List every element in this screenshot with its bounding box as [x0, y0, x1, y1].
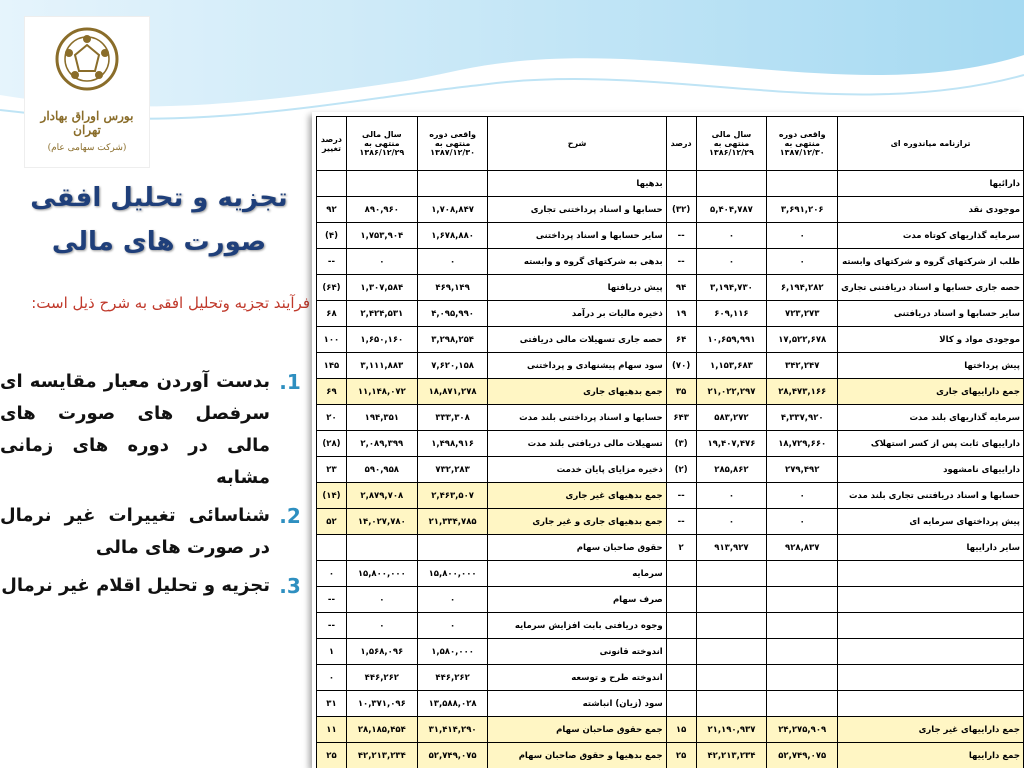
- table-cell: ۰: [696, 483, 767, 509]
- table-cell: ۸۹۰,۹۶۰: [346, 197, 417, 223]
- wave-background: [0, 0, 1024, 130]
- table-cell: [666, 691, 696, 717]
- table-cell: [767, 691, 838, 717]
- balance-sheet-table-image: [312, 112, 1024, 768]
- table-row: [317, 587, 1024, 613]
- table-cell: [666, 587, 696, 613]
- table-cell: ۱,۵۸۰,۰۰۰: [417, 639, 488, 665]
- table-cell: [767, 639, 838, 665]
- table-cell: ۱,۶۵۰,۱۶۰: [346, 327, 417, 353]
- table-row: [317, 457, 1024, 483]
- table-cell: ۱۴,۰۲۷,۷۸۰: [346, 509, 417, 535]
- table-cell: [317, 171, 347, 197]
- table-cell: ۲,۰۸۹,۳۹۹: [346, 431, 417, 457]
- table-cell: حصه جاری حسابها و اسناد دریافتنی تجاری: [838, 275, 1024, 301]
- table-cell: سود (زیان) انباشته: [488, 691, 666, 717]
- table-cell: ۱۱: [317, 717, 347, 743]
- table-cell: ۱۱,۱۴۸,۰۷۲: [346, 379, 417, 405]
- table-cell: ۱۵,۸۰۰,۰۰۰: [417, 561, 488, 587]
- table-cell: --: [666, 483, 696, 509]
- table-cell: ۰: [417, 613, 488, 639]
- intro-text: فرآیند تجزیه وتحلیل افقی به شرح ذیل است:: [31, 294, 310, 312]
- table-cell: جمع داراییها: [838, 743, 1024, 768]
- table-header-cell: درصد: [666, 117, 696, 171]
- table-cell: ۶,۱۹۴,۲۸۲: [767, 275, 838, 301]
- table-cell: [696, 171, 767, 197]
- table-cell: موجودی نقد: [838, 197, 1024, 223]
- table-cell: ۶۴۳: [666, 405, 696, 431]
- table-cell: تسهیلات مالی دریافتی بلند مدت: [488, 431, 666, 457]
- table-cell: [767, 171, 838, 197]
- table-cell: ۳۵: [666, 379, 696, 405]
- table-cell: [838, 691, 1024, 717]
- table-cell: --: [666, 249, 696, 275]
- table-cell: ۰: [696, 509, 767, 535]
- table-cell: --: [317, 587, 347, 613]
- table-cell: داراییهای ثابت پس از کسر استهلاک: [838, 431, 1024, 457]
- table-cell: [838, 639, 1024, 665]
- table-cell: ۰: [767, 483, 838, 509]
- table-row: [317, 665, 1024, 691]
- table-cell: ۰: [317, 561, 347, 587]
- table-cell: سرمایه گذاریهای کوتاه مدت: [838, 223, 1024, 249]
- table-header-cell: واقعی دوره منتهی به ۱۳۸۷/۱۲/۳۰: [767, 117, 838, 171]
- table-row: [317, 223, 1024, 249]
- table-cell: ۲۰: [317, 405, 347, 431]
- table-cell: ۴۶۹,۱۴۹: [417, 275, 488, 301]
- table-cell: ۲۵: [317, 743, 347, 768]
- table-cell: ۳۱,۴۱۴,۲۹۰: [417, 717, 488, 743]
- table-cell: ۴,۳۳۷,۹۲۰: [767, 405, 838, 431]
- bullet-item: [0, 366, 310, 494]
- table-cell: ۵,۴۰۴,۷۸۷: [696, 197, 767, 223]
- table-cell: صرف سهام: [488, 587, 666, 613]
- table-cell: سود سهام پیشنهادی و پرداختنی: [488, 353, 666, 379]
- table-cell: [838, 561, 1024, 587]
- table-cell: (۳): [666, 431, 696, 457]
- table-cell: ۱: [317, 639, 347, 665]
- table-cell: ۱۷,۵۲۲,۶۷۸: [767, 327, 838, 353]
- table-row: [317, 171, 1024, 197]
- table-cell: جمع بدهیها و حقوق صاحبان سهام: [488, 743, 666, 768]
- table-cell: ۱۸,۷۲۹,۶۶۰: [767, 431, 838, 457]
- table-cell: --: [666, 509, 696, 535]
- table-cell: [666, 665, 696, 691]
- table-row: [317, 275, 1024, 301]
- table-cell: ۱,۷۵۳,۹۰۴: [346, 223, 417, 249]
- table-cell: ۵۸۳,۲۷۲: [696, 405, 767, 431]
- table-cell: ۱,۱۵۳,۶۸۳: [696, 353, 767, 379]
- table-cell: جمع داراییهای غیر جاری: [838, 717, 1024, 743]
- slide-title: تجزیه و تحلیل افقی صورت های مالی: [30, 183, 288, 257]
- table-row: [317, 743, 1024, 768]
- table-row: [317, 613, 1024, 639]
- table-cell: ۱۹,۴۰۷,۴۷۶: [696, 431, 767, 457]
- table-cell: ۰: [417, 587, 488, 613]
- table-cell: ۱,۵۶۸,۰۹۶: [346, 639, 417, 665]
- table-cell: [767, 561, 838, 587]
- table-cell: ۴۲,۲۱۳,۲۳۴: [696, 743, 767, 768]
- table-header-cell: درصد تغییر: [317, 117, 347, 171]
- table-cell: ۲۷۹,۴۹۲: [767, 457, 838, 483]
- table-cell: ۲۳: [317, 457, 347, 483]
- table-row: [317, 405, 1024, 431]
- table-cell: بدهیها: [488, 171, 666, 197]
- table-row: [317, 483, 1024, 509]
- table-cell: ۱۳,۵۸۸,۰۲۸: [417, 691, 488, 717]
- table-row: [317, 353, 1024, 379]
- table-cell: [767, 613, 838, 639]
- table-cell: سایر حسابها و اسناد پرداختنی: [488, 223, 666, 249]
- logo-title: بورس اوراق بهادار تهران: [40, 109, 134, 137]
- table-cell: ۲۸,۱۸۵,۴۵۴: [346, 717, 417, 743]
- exchange-emblem-icon: [51, 23, 123, 103]
- table-cell: [696, 613, 767, 639]
- table-cell: ۵۲,۷۴۹,۰۷۵: [417, 743, 488, 768]
- logo-subtitle: (شرکت سهامی عام): [47, 143, 127, 153]
- table-cell: اندوخته طرح و توسعه: [488, 665, 666, 691]
- table-cell: --: [317, 249, 347, 275]
- table-cell: ۶۸: [317, 301, 347, 327]
- table-cell: جمع حقوق صاحبان سهام: [488, 717, 666, 743]
- table-cell: ۱,۷۰۸,۸۴۷: [417, 197, 488, 223]
- table-cell: ۰: [696, 249, 767, 275]
- exchange-logo: [24, 16, 150, 168]
- table-row: [317, 717, 1024, 743]
- table-row: [317, 379, 1024, 405]
- table-cell: جمع بدهیهای جاری و غیر جاری: [488, 509, 666, 535]
- table-cell: ۳۱: [317, 691, 347, 717]
- table-row: [317, 249, 1024, 275]
- table-cell: ۲۱,۳۳۴,۷۸۵: [417, 509, 488, 535]
- table-row: [317, 561, 1024, 587]
- table-cell: پیش دریافتها: [488, 275, 666, 301]
- table-cell: ۲: [666, 535, 696, 561]
- table-cell: ۰: [346, 587, 417, 613]
- bullet-item: [0, 500, 310, 564]
- table-cell: جمع داراییهای جاری: [838, 379, 1024, 405]
- table-cell: [666, 639, 696, 665]
- table-cell: [696, 639, 767, 665]
- table-cell: بدهی به شرکتهای گروه و وابسته: [488, 249, 666, 275]
- table-cell: [838, 587, 1024, 613]
- table-cell: ۱۵,۸۰۰,۰۰۰: [346, 561, 417, 587]
- table-cell: [838, 613, 1024, 639]
- table-header-cell: شرح: [488, 117, 666, 171]
- table-cell: طلب از شرکتهای گروه و شرکتهای وابسته: [838, 249, 1024, 275]
- bullet-text: تجزیه و تحلیل اقلام غیر نرمال: [1, 575, 270, 596]
- table-cell: پیش پرداختها: [838, 353, 1024, 379]
- table-row: [317, 301, 1024, 327]
- table-cell: ۷,۶۲۰,۱۵۸: [417, 353, 488, 379]
- table-cell: (۶۴): [317, 275, 347, 301]
- table-cell: ۰: [346, 249, 417, 275]
- table-cell: ۴,۰۹۵,۹۹۰: [417, 301, 488, 327]
- table-cell: ۹۲۸,۸۳۷: [767, 535, 838, 561]
- table-cell: [696, 561, 767, 587]
- table-cell: ۵۲,۷۴۹,۰۷۵: [767, 743, 838, 768]
- table-cell: [696, 587, 767, 613]
- table-cell: جمع بدهیهای جاری: [488, 379, 666, 405]
- table-cell: ۱۰۰: [317, 327, 347, 353]
- table-cell: ۲۱,۰۲۲,۲۹۷: [696, 379, 767, 405]
- table-cell: پیش پرداختهای سرمایه ای: [838, 509, 1024, 535]
- table-cell: ۲۱,۱۹۰,۹۳۷: [696, 717, 767, 743]
- table-cell: ۲۸,۴۷۳,۱۶۶: [767, 379, 838, 405]
- table-cell: [696, 691, 767, 717]
- table-cell: ۳,۱۹۴,۷۳۰: [696, 275, 767, 301]
- table-header-cell: واقعی دوره منتهی به ۱۳۸۷/۱۲/۳۰: [417, 117, 488, 171]
- table-cell: دارائیها: [838, 171, 1024, 197]
- table-cell: (۲۸): [317, 431, 347, 457]
- table-row: [317, 509, 1024, 535]
- table-cell: ۹۴: [666, 275, 696, 301]
- table-cell: ۳,۲۹۸,۲۵۴: [417, 327, 488, 353]
- bullet-number: 2.: [279, 504, 301, 528]
- table-cell: ۳۴۲,۲۴۷: [767, 353, 838, 379]
- table-header-cell: سال مالی منتهی به ۱۳۸۶/۱۲/۲۹: [696, 117, 767, 171]
- table-cell: ۱۹: [666, 301, 696, 327]
- table-cell: ۱,۳۰۷,۵۸۴: [346, 275, 417, 301]
- table-cell: ۷۳۲,۲۸۳: [417, 457, 488, 483]
- table-cell: ۹۲: [317, 197, 347, 223]
- table-header-cell: سال مالی منتهی به ۱۳۸۶/۱۲/۲۹: [346, 117, 417, 171]
- table-cell: --: [317, 613, 347, 639]
- table-cell: [666, 561, 696, 587]
- table-cell: --: [666, 223, 696, 249]
- table-cell: ۵۹۰,۹۵۸: [346, 457, 417, 483]
- table-cell: (۷۰): [666, 353, 696, 379]
- table-cell: سایر داراییها: [838, 535, 1024, 561]
- table-cell: ۹۱۳,۹۲۷: [696, 535, 767, 561]
- table-row: [317, 691, 1024, 717]
- table-row: [317, 197, 1024, 223]
- bullet-text: بدست آوردن معیار مقایسه ای سرفصل های صورت های مالی در دوره های زمانی مشابه: [0, 371, 270, 488]
- table-cell: سایر حسابها و اسناد دریافتنی: [838, 301, 1024, 327]
- table-cell: حسابها و اسناد دریافتنی تجاری بلند مدت: [838, 483, 1024, 509]
- table-cell: ۰: [317, 665, 347, 691]
- table-cell: وجوه دریافتی بابت افزایش سرمایه: [488, 613, 666, 639]
- table-cell: ۰: [417, 249, 488, 275]
- table-cell: (۱۴): [317, 483, 347, 509]
- table-cell: ۴۲,۲۱۳,۲۳۴: [346, 743, 417, 768]
- table-cell: [346, 171, 417, 197]
- bullet-number: 1.: [279, 370, 301, 394]
- table-cell: ۲,۴۲۴,۵۳۱: [346, 301, 417, 327]
- bullet-text: شناسائی تغییرات غیر نرمال در صورت های مالی: [0, 505, 270, 558]
- table-cell: [696, 665, 767, 691]
- table-cell: [417, 535, 488, 561]
- table-cell: موجودی مواد و کالا: [838, 327, 1024, 353]
- table-cell: (۴): [317, 223, 347, 249]
- table-cell: حسابها و اسناد پرداختنی بلند مدت: [488, 405, 666, 431]
- table-cell: ۲۸۵,۸۶۲: [696, 457, 767, 483]
- table-cell: [417, 171, 488, 197]
- table-cell: ۲,۴۶۳,۵۰۷: [417, 483, 488, 509]
- table-cell: ۱,۴۹۸,۹۱۶: [417, 431, 488, 457]
- table-cell: ۶۴: [666, 327, 696, 353]
- table-cell: ۱,۶۷۸,۸۸۰: [417, 223, 488, 249]
- table-cell: ۰: [767, 249, 838, 275]
- table-cell: (۳۲): [666, 197, 696, 223]
- table-cell: [838, 665, 1024, 691]
- table-cell: ۷۲۳,۲۷۳: [767, 301, 838, 327]
- table-cell: ۰: [696, 223, 767, 249]
- table-cell: سرمایه گذاریهای بلند مدت: [838, 405, 1024, 431]
- table-cell: ۱۴۵: [317, 353, 347, 379]
- table-cell: ۰: [767, 223, 838, 249]
- table-row: [317, 535, 1024, 561]
- table-cell: ۲,۸۷۹,۷۰۸: [346, 483, 417, 509]
- table-cell: اندوخته قانونی: [488, 639, 666, 665]
- bullet-item: [0, 570, 310, 602]
- table-cell: [767, 587, 838, 613]
- table-cell: [666, 171, 696, 197]
- balance-sheet-table: [316, 116, 1024, 768]
- table-row: [317, 327, 1024, 353]
- table-cell: سرمایه: [488, 561, 666, 587]
- table-cell: ۵۲: [317, 509, 347, 535]
- table-cell: [666, 613, 696, 639]
- table-cell: ذخیره مزایای پایان خدمت: [488, 457, 666, 483]
- table-cell: ذخیره مالیات بر درآمد: [488, 301, 666, 327]
- table-cell: ۱۸,۸۷۱,۲۷۸: [417, 379, 488, 405]
- table-cell: ۰: [346, 613, 417, 639]
- table-cell: ۱۵: [666, 717, 696, 743]
- table-cell: ۱۰,۶۵۹,۹۹۱: [696, 327, 767, 353]
- table-cell: ۳۳۳,۳۰۸: [417, 405, 488, 431]
- table-cell: ۱۰,۳۷۱,۰۹۶: [346, 691, 417, 717]
- table-header-cell: ترازنامه میاندوره ای: [838, 117, 1024, 171]
- table-cell: (۲): [666, 457, 696, 483]
- table-cell: ۳,۶۹۱,۲۰۶: [767, 197, 838, 223]
- table-cell: ۲۴,۲۷۵,۹۰۹: [767, 717, 838, 743]
- table-cell: [317, 535, 347, 561]
- table-cell: ۶۹: [317, 379, 347, 405]
- table-cell: ۴۴۶,۲۶۲: [346, 665, 417, 691]
- table-cell: حسابها و اسناد پرداختنی تجاری: [488, 197, 666, 223]
- table-cell: ۰: [767, 509, 838, 535]
- table-row: [317, 639, 1024, 665]
- table-cell: ۱۹۴,۳۵۱: [346, 405, 417, 431]
- table-cell: [346, 535, 417, 561]
- table-cell: حقوق صاحبان سهام: [488, 535, 666, 561]
- table-cell: [767, 665, 838, 691]
- table-body: [317, 171, 1024, 768]
- table-cell: ۴۴۶,۲۶۲: [417, 665, 488, 691]
- table-cell: جمع بدهیهای غیر جاری: [488, 483, 666, 509]
- table-cell: ۶۰۹,۱۱۶: [696, 301, 767, 327]
- table-cell: ۳,۱۱۱,۸۸۳: [346, 353, 417, 379]
- table-row: [317, 431, 1024, 457]
- table-header-row: [317, 117, 1024, 171]
- table-cell: ۲۵: [666, 743, 696, 768]
- table-cell: داراییهای نامشهود: [838, 457, 1024, 483]
- bullet-number: 3.: [279, 574, 301, 598]
- bullet-list: [0, 366, 310, 608]
- table-cell: حصه جاری تسهیلات مالی دریافتی: [488, 327, 666, 353]
